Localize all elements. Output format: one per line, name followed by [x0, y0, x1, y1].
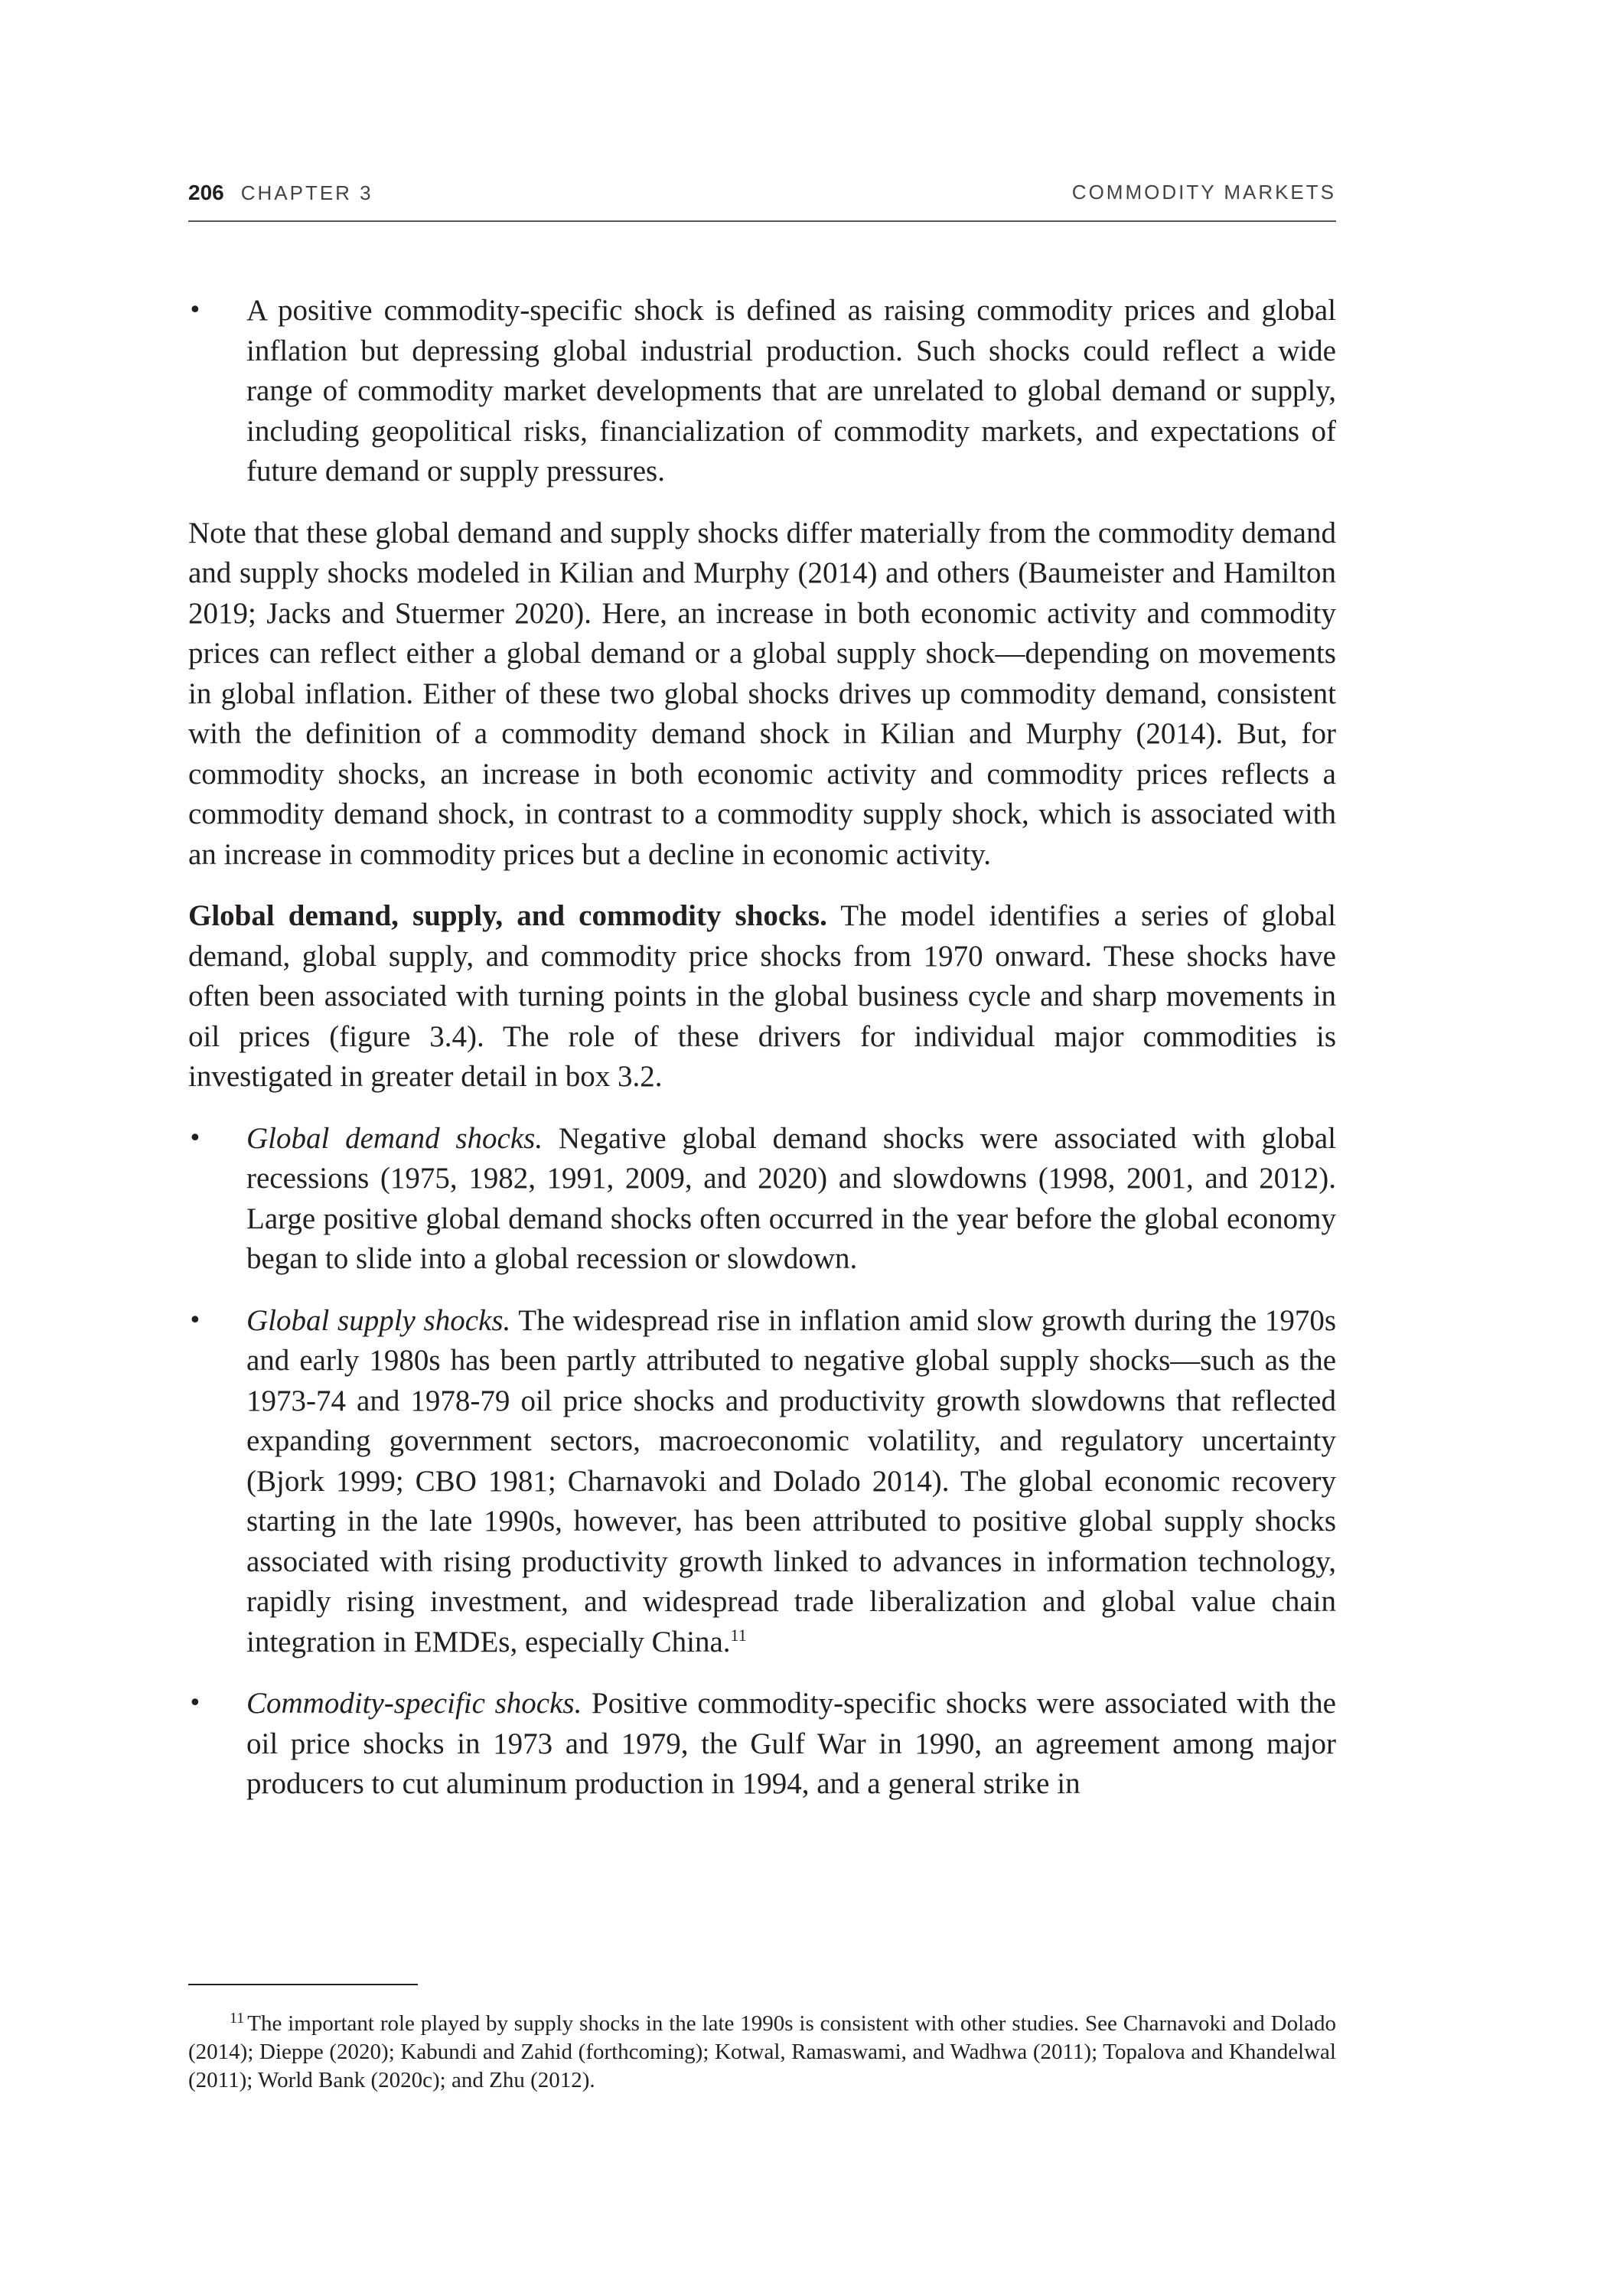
footnote-number: 11 [230, 2010, 245, 2027]
bullet-text: Positive commodity-specific shocks were associated with the oil price shocks in 1973 and 1979, the Gulf War in 1990, an agreement among major producers to cut aluminum production in 1994, and a general strike in [246, 1687, 1336, 1800]
bullet-icon: • [188, 297, 202, 324]
bullet-heading: Global demand shocks. [246, 1121, 543, 1155]
running-title: COMMODITY MARKETS [1071, 181, 1336, 204]
running-header [188, 181, 1336, 222]
bullet-commodity-shock-definition [188, 291, 1336, 492]
body-text [188, 291, 1336, 1826]
bullet-heading: Global supply shocks. [246, 1303, 511, 1337]
paragraph-global-shocks [188, 896, 1336, 1097]
footnote-11 [188, 2010, 1336, 2095]
footnote-divider [188, 1984, 418, 1985]
page-number: 206 [188, 181, 224, 204]
bullet-icon: • [188, 1124, 202, 1152]
paragraph-heading: Global demand, supply, and commodity shocks. [188, 899, 827, 932]
paragraph-text: The model identifies a series of global demand, global supply, and commodity price shocks from 1970 onward. These shocks have often been associated with turning points in the global business cycle and sharp movements in oil prices (figure 3.4). The role of these drivers for individual major commodities is investigated in greater detail in box 3.2. [188, 899, 1336, 1093]
bullet-icon: • [188, 1690, 202, 1717]
bullet-text: A positive commodity-specific shock is defined as raising commodity prices and global inflation but depressing global industrial production. Such shocks could reflect a wide range of commodity market developments that are unrelated to global demand or supply, including geopolitical risks, financialization of commodity markets, and expectations of future demand or supply pressures. [246, 294, 1336, 488]
bullet-text: Negative global demand shocks were associated with global recessions (1975, 1982, 1991, 2009, and 2020) and slowdowns (1998, 2001, and 2012). Large positive global demand shocks often occurred in the year before the global economy began to slide into a global recession or slowdown. [246, 1121, 1336, 1275]
bullet-text: The widespread rise in inflation amid slow growth during the 1970s and early 1980s has been partly attributed to negative global supply shocks—such as the 1973-74 and 1978-79 oil price shocks and productivity growth slowdowns that reflected expanding government sectors, macroeconomic volatility, and regulatory uncertainty (Bjork 1999; CBO 1981; Charnavoki and Dolado 2014). The global economic recovery starting in the late 1990s, however, has been attributed to positive global supply shocks associated with rising productivity growth linked to advances in information technology, rapidly rising investment, and widespread trade liberalization and global value chain integration in EMDEs, especially China. [246, 1303, 1336, 1658]
chapter-label: CHAPTER 3 [240, 181, 373, 204]
bullet-heading: Commodity-specific shocks. [246, 1687, 582, 1720]
paragraph-note [188, 514, 1336, 876]
paragraph-text: Note that these global demand and supply shocks differ materially from the commodity demand and supply shocks modeled in Kilian and Murphy (2014) and others (Baumeister and Hamilton 2019; Jacks and Stuermer 2020). Here, an increase in both economic activity and commodity prices can reflect either a global demand or a global supply shock—depending on movements in global inflation. Either of these two global shocks drives up commodity demand, consistent with the definition of a commodity demand shock in Kilian and Murphy (2014). But, for commodity shocks, an increase in both economic activity and commodity prices reflects a commodity demand shock, in contrast to a commodity supply shock, which is associated with an increase in commodity prices but a decline in economic activity. [188, 516, 1336, 871]
bullet-commodity-specific-shocks [188, 1684, 1336, 1805]
bullet-icon: • [188, 1306, 202, 1334]
footnote-text: The important role played by supply shocks in the late 1990s is consistent with other studies. See Charnavoki and Dolado (2014); Dieppe (2020); Kabundi and Zahid (forthcoming); Kotwal, Ramaswami, and Wadhwa (2011); Topalova and Khandelwal (2011); World Bank (2020c); and Zhu (2012). [188, 2011, 1336, 2092]
bullet-global-demand-shocks [188, 1119, 1336, 1280]
footnote-reference[interactable]: 11 [730, 1625, 747, 1645]
bullet-global-supply-shocks [188, 1301, 1336, 1663]
